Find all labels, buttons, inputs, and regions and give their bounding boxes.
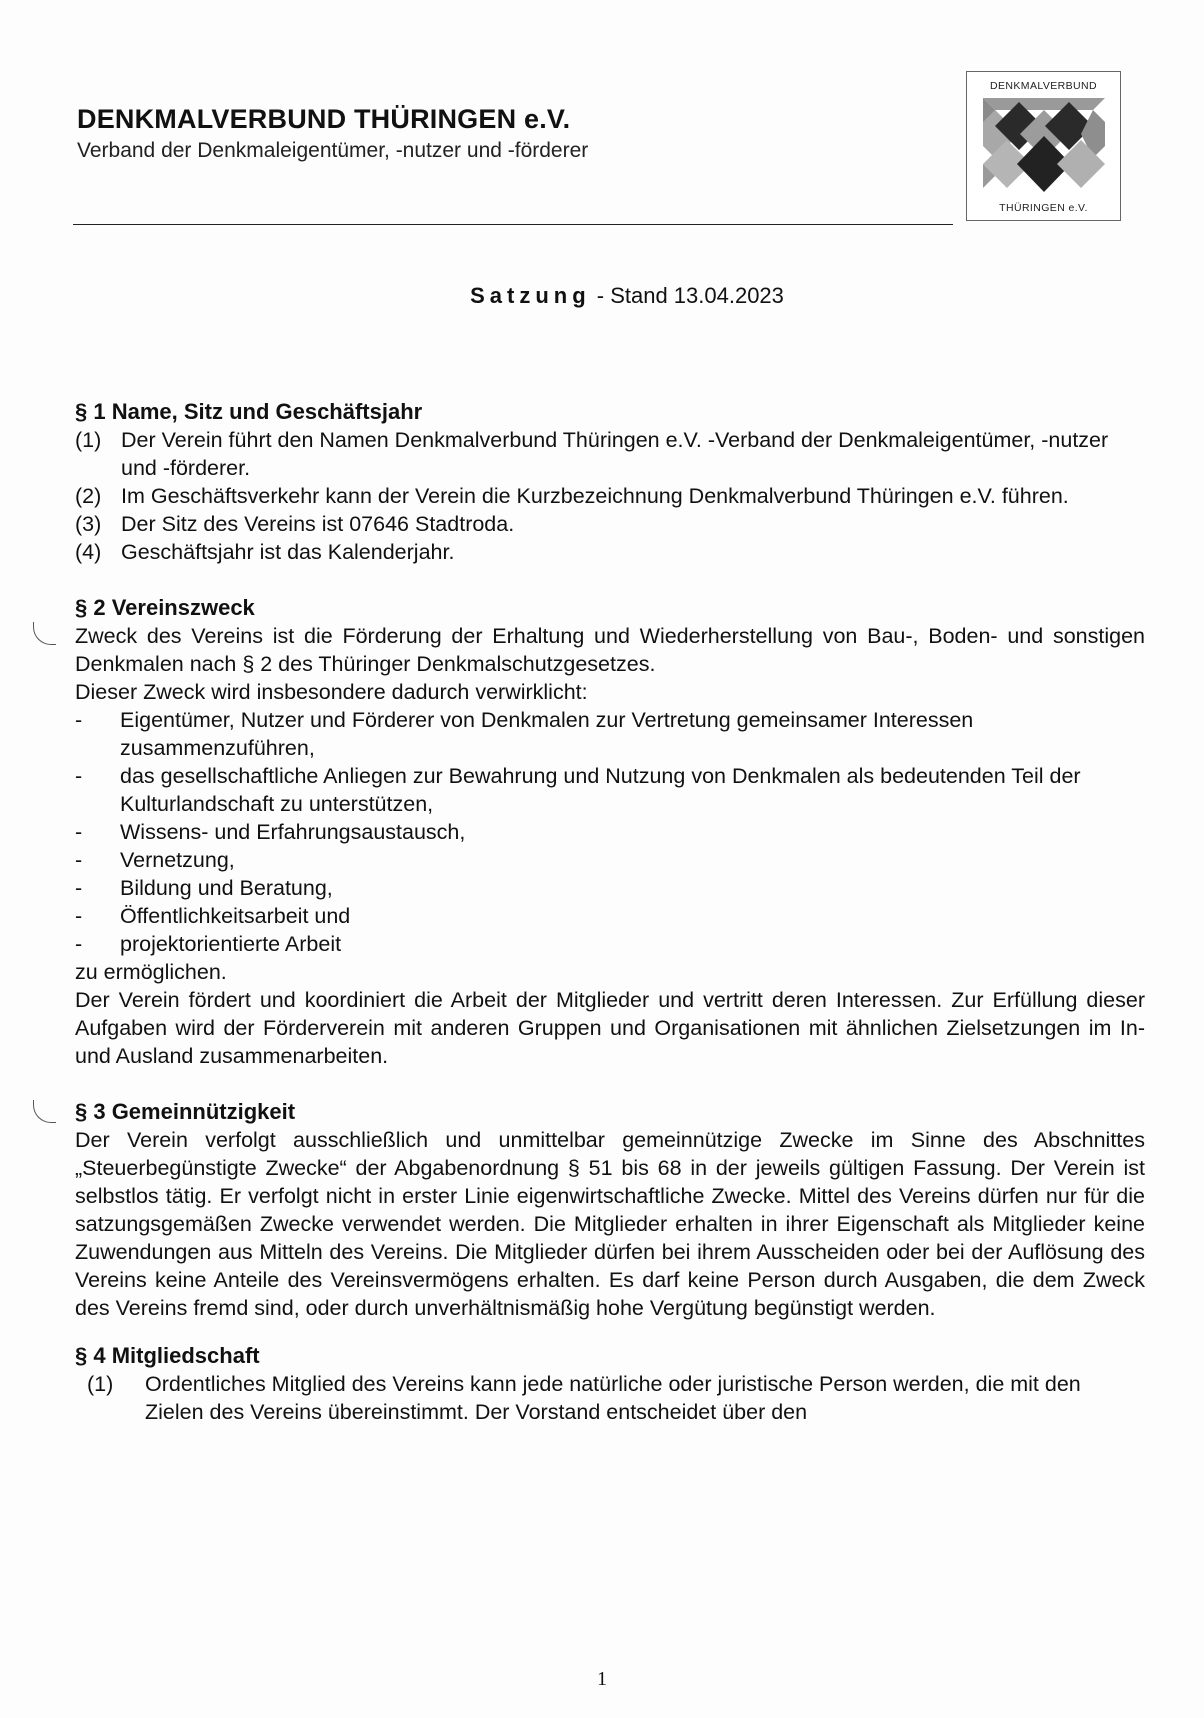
list-item [75, 538, 1145, 566]
item-text: Vernetzung, [120, 848, 235, 872]
item-number: (3) [75, 512, 102, 536]
list-item [75, 930, 1145, 958]
list-item [75, 1370, 1145, 1426]
item-text: das gesellschaftliche Anliegen zur Bewahrung und Nutzung von Denkmalen als bedeutenden Teil der Kulturlandschaft zu unterstützen, [120, 764, 1081, 816]
logo-bottom-text: THÜRINGEN e.V. [999, 202, 1088, 214]
list-item [75, 874, 1145, 902]
list-item [75, 818, 1145, 846]
section-paragraph: zu ermöglichen. [75, 960, 227, 984]
bullet-dash: - [75, 764, 83, 788]
section-heading: § 2 Vereinszweck [75, 595, 255, 620]
margin-mark [33, 1100, 56, 1123]
document-body [75, 398, 1145, 1454]
section-heading: § 3 Gemeinnützigkeit [75, 1099, 296, 1124]
item-text: Der Sitz des Vereins ist 07646 Stadtroda. [121, 512, 515, 536]
list-item [75, 846, 1145, 874]
section-paragraph: Der Verein fördert und koordiniert die Arbeit der Mitglieder und vertritt deren Interessen. Zur Erfüllung dieser Aufgaben wird der Förderverein mit anderen Gruppen und Organisationen mit ähnlichen Zielsetzungen im In- und Ausland zusammenarbeiten. [75, 988, 1145, 1068]
section-paragraph: Dieser Zweck wird insbesondere dadurch verwirklicht: [75, 680, 588, 704]
section-heading: § 4 Mitgliedschaft [75, 1343, 260, 1368]
organization-name: DENKMALVERBUND THÜRINGEN e.V. [77, 104, 571, 134]
document-title-date: - Stand 13.04.2023 [590, 283, 784, 308]
list-item [75, 902, 1145, 930]
item-text: Ordentliches Mitglied des Vereins kann jede natürliche oder juristische Person werden, die mit den Zielen des Vereins übereinstimmt. Der Vorstand entscheidet über den [145, 1372, 1081, 1424]
item-text: Geschäftsjahr ist das Kalenderjahr. [121, 540, 455, 564]
section-paragraph: Zweck des Vereins ist die Förderung der Erhaltung und Wiederherstellung von Bau-, Boden- und sonstigen Denkmalen nach § 2 des Thüringer Denkmalschutzgesetzes. [75, 624, 1145, 676]
item-text: Im Geschäftsverkehr kann der Verein die Kurzbezeichnung Denkmalverbund Thüringen e.V. führen. [121, 484, 1069, 508]
item-text: Bildung und Beratung, [120, 876, 333, 900]
bullet-dash: - [75, 848, 83, 872]
bullet-dash: - [75, 932, 83, 956]
logo-top-text: DENKMALVERBUND [990, 80, 1097, 92]
document-title [0, 283, 1204, 309]
list-item [75, 426, 1145, 482]
organization-subtitle: Verband der Denkmaleigentümer, -nutzer und -förderer [77, 139, 589, 162]
item-number: (1) [75, 428, 102, 452]
item-text: Wissens- und Erfahrungsaustausch, [120, 820, 466, 844]
section-heading: § 1 Name, Sitz und Geschäftsjahr [75, 399, 423, 424]
section-3 [75, 1098, 1145, 1322]
bullet-dash: - [75, 820, 83, 844]
bullet-dash: - [75, 708, 83, 732]
list-item [75, 706, 1145, 762]
item-number: (1) [87, 1372, 114, 1396]
organization-logo [966, 71, 1121, 221]
bullet-dash: - [75, 904, 83, 928]
page-number: 1 [597, 1668, 607, 1690]
bullet-dash: - [75, 876, 83, 900]
item-text: Der Verein führt den Namen Denkmalverbund Thüringen e.V. -Verband der Denkmaleigentümer, -nutzer und -förderer. [121, 428, 1109, 480]
margin-mark [33, 622, 56, 645]
item-text: projektorientierte Arbeit [120, 932, 342, 956]
item-number: (2) [75, 484, 102, 508]
item-number: (4) [75, 540, 102, 564]
item-text: Öffentlichkeitsarbeit und [120, 904, 351, 928]
logo-diamond-icon [983, 98, 1105, 192]
list-item [75, 762, 1145, 818]
header-divider [73, 224, 953, 225]
list-item [75, 510, 1145, 538]
section-1 [75, 398, 1145, 566]
section-4 [75, 1342, 1145, 1426]
section-2 [75, 594, 1145, 1070]
item-text: Eigentümer, Nutzer und Förderer von Denkmalen zur Vertretung gemeinsamer Interessen zusammenzuführen, [120, 708, 974, 760]
section-paragraph: Der Verein verfolgt ausschließlich und unmittelbar gemeinnützige Zwecke im Sinne des Abschnittes „Steuerbegünstigte Zwecke“ der Abgabenordnung § 51 bis 68 in der jeweils gültigen Fassung. Der Verein ist selbstlos tätig. Er verfolgt nicht in erster Linie eigenwirtschaftliche Zwecke. Mittel des Vereins dürfen nur für die satzungsgemäßen Zwecke verwendet werden. Die Mitglieder erhalten in ihrer Eigenschaft als Mitglieder keine Zuwendungen aus Mitteln des Vereins. Die Mitglieder dürfen bei ihrem Ausscheiden oder bei der Auflösung des Vereins keine Anteile des Vereinsvermögens erhalten. Es darf keine Person durch Ausgaben, die dem Zweck des Vereins fremd sind, oder durch unverhältnismäßig hohe Vergütung begünstigt werden. [75, 1128, 1145, 1320]
list-item [75, 482, 1145, 510]
document-title-main: Satzung [470, 283, 591, 308]
